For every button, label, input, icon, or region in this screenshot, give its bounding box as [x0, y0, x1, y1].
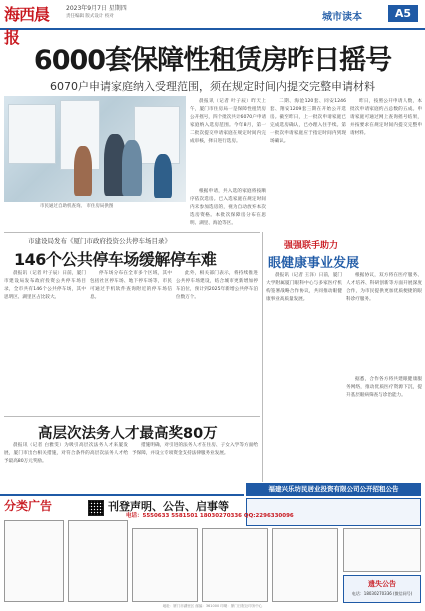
photo-caption: 市民通过自助机查询。 市住房局供图 — [40, 204, 114, 209]
classified-ad-6 — [343, 528, 421, 572]
editor-credits: 责任编辑 版式设计 校对 — [66, 14, 114, 19]
lead-column-3: 昨日，按照公开申请人数，本批次申请家庭约占总数的五成。申请家庭可通过网上查询摇号结果，并按要求在规定时间内提交完整申请材料。 — [350, 99, 422, 136]
issue-date: 2023年9月7日 星期四 — [66, 5, 127, 12]
lead-column-2: 二期、海沧120套、同安1246套、翔安1209套三期在开始公开选房。截至昨日，上一批次申请家庭已完成选房确认，已办理入住手续。第一批次申请家庭应于指定时间内到现场确认。 — [270, 99, 346, 144]
classified-ad-5 — [272, 528, 338, 602]
parking-column-3: 此外，相关部门表示，将持续推进公共停车场建设，结合城市更新增加停车泊位，预计到2025年新增公共停车泊位数万个。 — [176, 271, 258, 300]
classified-ad-3 — [132, 528, 198, 602]
tender-banner: 福建兴乐坊民居业投资有限公司公开招租公告 — [246, 483, 421, 496]
health-kicker: 强强联手助力 — [284, 241, 339, 251]
qr-code-icon — [88, 500, 104, 516]
lead-column-1: 晨报讯（记者 叶子辰）昨天上午，厦门市住房局一是保障性租赁房公开摇号，四个批次共计6070户申请家庭纳入选房范围。今年8月，第一二批次提交申请家庭在规定时间内完成审核，择日进行选房。 — [190, 99, 266, 144]
lost-notice-phone: 电话：18030270336 (微信同号) — [351, 591, 413, 596]
lead-column-4: 根据申请，共入选的家庭将按顺序依次选房。已入选家庭在规定时间内未参加选房的，视为自动放弃本次选房资格。本批次保障房分布在思明、湖里、海沧等区。 — [190, 189, 266, 226]
notice-title: 刊登声明、公告、启事等 — [108, 500, 229, 513]
page-footer: 地址：厦门市湖里区 邮编：361000 印刷：厦门日报社印务中心 — [162, 604, 263, 608]
classifieds-title: 分类广告 — [4, 499, 53, 513]
newspaper-logo: 海西晨报 — [4, 5, 50, 47]
lead-photo — [4, 96, 186, 202]
parking-column-1: 晨报讯（记者 叶子辰）日前，厦门市建设局发布政府投资公共停车场目录，全市共有146个公共停车场，其中思明区、湖里区占比较大。 — [4, 271, 86, 300]
health-column-1: 晨报讯（记者 王泽）日前，厦门大学附属厦门眼科中心与多家医疗机构签署战略合作协议，共同推动眼健康事业高质量发展。 — [266, 273, 342, 302]
salary-column-1: 晨报讯（记者 白雅雯）为吸引高层次法务人才来厦发展，厦门市出台相关措施，对符合条件的高层次法务人才给予最高80万元奖励。 — [4, 443, 128, 464]
section-title: 城市读本 — [322, 12, 362, 23]
lost-notice-box — [343, 575, 421, 603]
lead-headline: 6000套保障性租赁房昨日摇号 — [33, 45, 392, 76]
lead-subhead: 6070户申请家庭纳入受理范围，须在规定时间内提交完整申请材料 — [50, 80, 375, 93]
lost-notice-title: 遗失公告 — [368, 580, 396, 588]
salary-column-2: 措施明确，对引进的法务人才在住房、子女入学等方面给予保障，并设立专项资金支持法律服务业发展。 — [132, 443, 258, 456]
classified-ad-2 — [68, 520, 128, 602]
health-headline: 眼健康事业发展 — [268, 256, 360, 271]
salary-headline: 高层次法务人才最高奖80万 — [38, 426, 218, 442]
parking-headline: 146个公共停车场缓解停车难 — [14, 250, 217, 269]
ad-phone-numbers: 电话：5550633 5581501 18030270336 QQ:2296330096 — [126, 513, 294, 519]
page-number: A5 — [388, 5, 418, 22]
parking-kicker: 市建设局发布《厦门市政府投资公共停车场目录》 — [28, 237, 171, 245]
health-column-2: 根据协议，双方将在医疗服务、人才培养、科研创新等方面开展深度合作，为市民提供更加优质便捷的眼科诊疗服务。 — [346, 273, 422, 302]
classified-ad-1 — [4, 520, 64, 602]
masthead — [0, 0, 425, 47]
classified-ad-4 — [202, 528, 268, 602]
health-column-3: 据悉，合作各方将共建眼健康服务网络，推动优质医疗资源下沉，提升基层眼病筛查与诊治能力。 — [346, 377, 422, 398]
parking-column-2: 停车场分布在全市多个区域，其中包括社区停车场、地下停车场等，市民可通过手机软件查询附近的停车场信息。 — [90, 271, 172, 300]
